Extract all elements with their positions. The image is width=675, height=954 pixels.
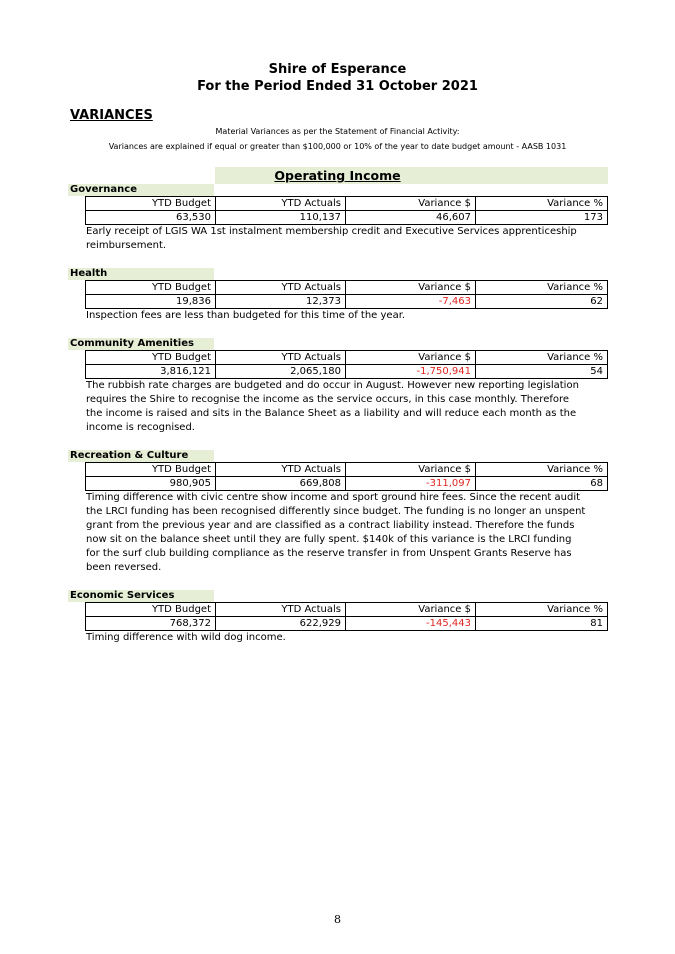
variance-explanation: The rubbish rate charges are budgeted and do occur in August. However new reporting legislation requires the Shire to recognise the income as the service occurs, in this case monthly. Therefore the income is raised and sits in the Balance Sheet as a liability and will reduce each month as the income is recognised. <box>86 380 579 433</box>
variance-percent-cell: 173 <box>476 211 608 225</box>
col-header: Variance % <box>476 281 608 295</box>
table-row <box>86 211 608 225</box>
section-heading: VARIANCES <box>70 108 153 123</box>
col-header: YTD Budget <box>86 281 216 295</box>
col-header: Variance $ <box>346 463 476 477</box>
ytd-budget-cell: 19,836 <box>86 295 216 309</box>
variance-percent-cell: 62 <box>476 295 608 309</box>
col-header: YTD Actuals <box>216 463 346 477</box>
col-header: Variance $ <box>346 603 476 617</box>
table-header-row <box>86 281 608 295</box>
variance-explanation: Timing difference with civic centre show income and sport ground hire fees. Since the recent audit the LRCI funding has been recognised differently since budget. The funding is no longer an unspent grant from the previous year and are classified as a contract liability instead. Therefore the funds now sit on the balance sheet until they are fully spent. $140k of this variance is the LRCI funding for the surf club building compliance as the reserve transfer in from Unspent Grants Reserve has been reversed. <box>86 492 586 573</box>
variance-table <box>85 196 608 225</box>
table-row <box>86 365 608 379</box>
variance-table <box>85 280 608 309</box>
col-header: YTD Budget <box>86 197 216 211</box>
report-period: For the Period Ended 31 October 2021 <box>197 79 478 94</box>
variance-amount-cell: -145,443 <box>346 617 476 631</box>
col-header: YTD Actuals <box>216 603 346 617</box>
variance-explanation: Inspection fees are less than budgeted for this time of the year. <box>86 310 406 321</box>
table-header-row <box>86 603 608 617</box>
variance-explanation: Timing difference with wild dog income. <box>86 632 286 643</box>
table-row <box>86 477 608 491</box>
col-header: Variance % <box>476 351 608 365</box>
group-heading: Operating Income <box>274 168 401 183</box>
ytd-actuals-cell: 669,808 <box>216 477 346 491</box>
col-header: YTD Actuals <box>216 281 346 295</box>
col-header: Variance % <box>476 603 608 617</box>
variance-table <box>85 350 608 379</box>
category-heading: Health <box>68 268 214 280</box>
table-header-row <box>86 351 608 365</box>
variance-percent-cell: 68 <box>476 477 608 491</box>
report-title: Shire of Esperance <box>268 62 407 77</box>
col-header: YTD Budget <box>86 351 216 365</box>
variance-amount-cell: -7,463 <box>346 295 476 309</box>
col-header: YTD Budget <box>86 603 216 617</box>
variance-explanation: Early receipt of LGIS WA 1st instalment membership credit and Executive Services apprenticeship reimbursement. <box>86 226 577 251</box>
table-row <box>86 617 608 631</box>
ytd-actuals-cell: 110,137 <box>216 211 346 225</box>
ytd-actuals-cell: 622,929 <box>216 617 346 631</box>
variance-percent-cell: 54 <box>476 365 608 379</box>
variance-amount-cell: -311,097 <box>346 477 476 491</box>
table-row <box>86 295 608 309</box>
col-header: YTD Actuals <box>216 351 346 365</box>
ytd-budget-cell: 768,372 <box>86 617 216 631</box>
ytd-budget-cell: 63,530 <box>86 211 216 225</box>
variance-percent-cell: 81 <box>476 617 608 631</box>
category-heading: Recreation & Culture <box>68 450 214 462</box>
ytd-budget-cell: 980,905 <box>86 477 216 491</box>
col-header: YTD Budget <box>86 463 216 477</box>
variance-amount-cell: -1,750,941 <box>346 365 476 379</box>
category-heading: Economic Services <box>68 590 214 602</box>
ytd-actuals-cell: 2,065,180 <box>216 365 346 379</box>
table-header-row <box>86 197 608 211</box>
col-header: Variance % <box>476 197 608 211</box>
variance-note-1: Material Variances as per the Statement of Financial Activity: <box>215 127 460 136</box>
page-number: 8 <box>334 913 341 926</box>
category-heading: Community Amenities <box>68 338 214 350</box>
col-header: Variance % <box>476 463 608 477</box>
ytd-actuals-cell: 12,373 <box>216 295 346 309</box>
col-header: Variance $ <box>346 281 476 295</box>
category-heading: Governance <box>68 184 214 196</box>
variance-amount-cell: 46,607 <box>346 211 476 225</box>
ytd-budget-cell: 3,816,121 <box>86 365 216 379</box>
table-header-row <box>86 463 608 477</box>
variance-note-2: Variances are explained if equal or greater than $100,000 or 10% of the year to date budget amount - AASB 1031 <box>108 142 567 151</box>
variance-table <box>85 602 608 631</box>
variance-table <box>85 462 608 491</box>
col-header: Variance $ <box>346 197 476 211</box>
col-header: Variance $ <box>346 351 476 365</box>
col-header: YTD Actuals <box>216 197 346 211</box>
